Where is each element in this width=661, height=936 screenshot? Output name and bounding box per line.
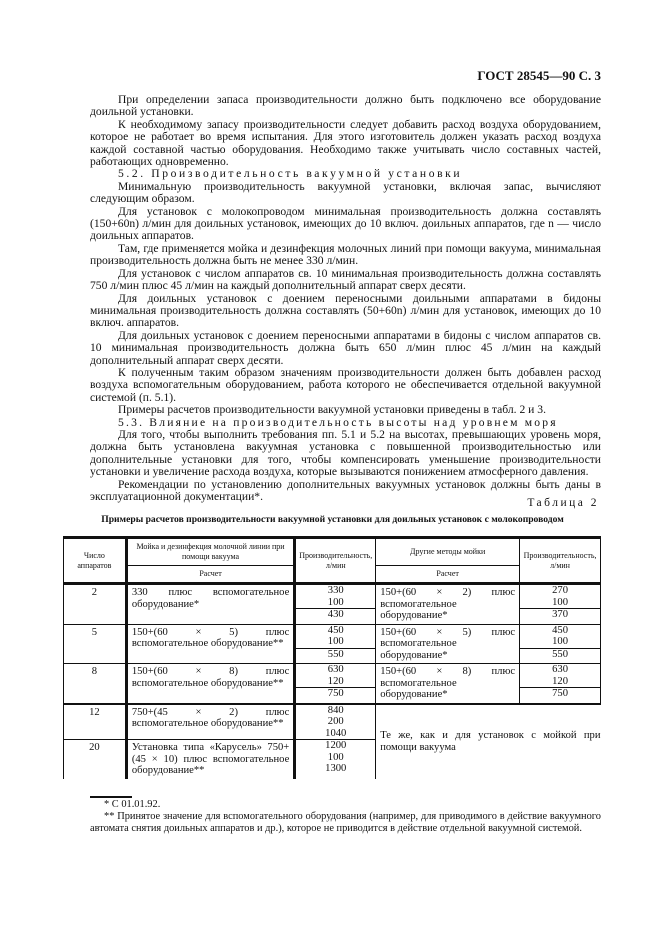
value: 120 [327,675,344,687]
paragraph: Для установок с молокопроводом минимальная производительность должна составлять (150+60n) л/мин для доильных установок, имеющих до 10 включ. доильных аппаратов, где n — число доильных аппаратов. [90,204,601,243]
value: 450 [552,624,568,636]
value: 750 [296,687,375,700]
table-caption: Примеры расчетов производительности вакуумной установки для доильных установок с молокопроводом [101,514,564,525]
value: 1300 [325,763,347,774]
value: 270 [552,585,568,596]
footnote-rule [90,796,132,798]
table-2 [63,536,601,779]
value: 120 [552,675,568,687]
paragraph: При определении запаса производительности должно быть подключено все оборудование доильной установки. [90,93,601,119]
value: 1200 [325,740,347,751]
paragraph: Рекомендации по установлению дополнительных вакуумных установок должны быть даны в эксплуатационной документации*. [90,477,601,503]
value: 430 [296,608,375,621]
value: 100 [327,636,344,647]
page-header: ГОСТ 28545—90 С. 3 [477,68,601,83]
calc-cell: 150+(60 × 5) плюс вспомогательное оборудование* [376,624,520,664]
prod-cell [520,584,601,625]
paragraph: К необходимому запасу производительности следует добавить расход воздуха оборудованием, которое не работает во время испытания. Для этого изготовитель должен указать расход воздуха каждой составной частью оборудования. Необходимо также учитывать число составных частей, работающих одновременно. [90,117,601,169]
table-row [64,664,601,704]
value: 370 [520,608,600,621]
value: 550 [296,648,375,661]
calc-cell: 150+(60 × 5) плюс вспомогательное оборудование** [126,624,294,664]
same-note-cell: Те же, как и для установок с мойкой при помощи вакуума [376,704,601,779]
header-calc: Расчет [126,566,294,584]
prod-cell [295,624,376,664]
header-prod: Производительность, л/мин [520,538,601,584]
count-cell: 20 [64,740,127,779]
value: 330 [327,585,344,596]
value: 100 [327,751,344,763]
prod-cell [520,624,601,664]
paragraph: Для того, чтобы выполнить требования пп. 5.1 и 5.2 на высотах, превышающих уровень моря, должна быть установлена вакуумная установка с повышенной производительностью или дополнительные установки для того, чтобы компенсировать уменьшение производительности установки и увеличение расхода воздуха, которые вызываются понижением атмосферного давления. [90,427,601,479]
value: 630 [327,664,344,675]
count-cell: 5 [64,624,127,664]
calc-cell: 150+(60 × 2) плюс вспомогательное оборудование* [376,584,520,625]
table-row [64,704,601,740]
value: 100 [552,636,568,647]
table-number: Таблица 2 [527,497,599,509]
calc-cell: 150+(60 × 8) плюс вспомогательное оборудование* [376,664,520,704]
paragraph: Там, где применяется мойка и дезинфекция молочных линий при помощи вакуума, минимальная производительность должна быть не менее 330 л/мин. [90,241,601,268]
body-text [90,94,601,503]
count-cell: 12 [64,704,127,740]
prod-cell [295,704,376,740]
value: 200 [327,716,344,727]
header-calc: Расчет [376,566,520,584]
table-row [64,584,601,625]
prod-cell [520,664,601,704]
header-vac-wash: Мойка и дезинфекция молочной линии при помощи вакуума [126,538,294,566]
value: 840 [327,704,344,716]
header-other: Другие методы мойки [376,538,520,566]
footnotes [90,799,601,835]
footnote: ** Принятое значение для вспомогательного оборудования (например, для приводимого в действие вакуумного автомата снятия доильных аппаратов и др.), которое не приводится в действие отдельной вакуумной системой. [90,811,601,834]
paragraph: К полученным таким образом значениям производительности должен быть добавлен расход воздуха вспомогательным оборудованием, работа которого не обеспечивается отдельной вакуумной системой (п. 5.1). [90,365,601,404]
calc-cell: 750+(45 × 2) плюс вспомогательное оборудование** [126,704,294,740]
table-row [64,624,601,664]
section-heading: 5.3. Влияние на производительность высоты над уровнем моря [118,415,558,429]
header-count: Число аппаратов [64,538,127,584]
prod-cell [295,664,376,704]
value: 100 [327,596,344,608]
paragraph: Для доильных установок с доением переносными доильными аппаратами в бидоны минимальная производительность должна составлять (50+60n) л/мин для установок, имеющих до 10 включ. аппаратов. [90,291,601,330]
calc-cell: Установка типа «Карусель» 750+(45 × 10) плюс вспомогательное оборудование** [126,740,294,779]
value: 550 [520,648,600,661]
value: 630 [552,664,568,675]
value: 750 [520,687,600,700]
prod-cell [295,584,376,625]
calc-cell: 150+(60 × 8) плюс вспомогательное оборудование** [126,664,294,704]
section-heading: 5.2. Производительность вакуумной установки [118,167,463,181]
paragraph: Примеры расчетов производительности вакуумной установки приведены в табл. 2 и 3. [118,403,546,417]
count-cell: 2 [64,584,127,625]
prod-cell [295,740,376,779]
header-prod: Производительность, л/мин [295,538,376,584]
value: 450 [327,624,344,636]
calc-cell: 330 плюс вспомогательное оборудование* [126,584,294,625]
paragraph: Минимальную производительность вакуумной установки, включая запас, вычисляют следующим образом. [90,179,601,206]
value: 100 [552,596,568,608]
count-cell: 8 [64,664,127,704]
value: 1040 [325,727,347,739]
footnote: * С 01.01.92. [104,799,161,810]
paragraph: Для доильных установок с доением переносными аппаратами в бидоны с числом аппаратов св. 10 минимальная производительность должна быть 650 л/мин плюс 45 л/мин на каждый дополнительный аппарат сверх десяти. [90,328,601,367]
paragraph: Для установок с числом аппаратов св. 10 минимальная производительность должна составлять 750 л/мин плюс 45 л/мин на каждый дополнительный аппарат сверх десяти. [90,266,601,293]
